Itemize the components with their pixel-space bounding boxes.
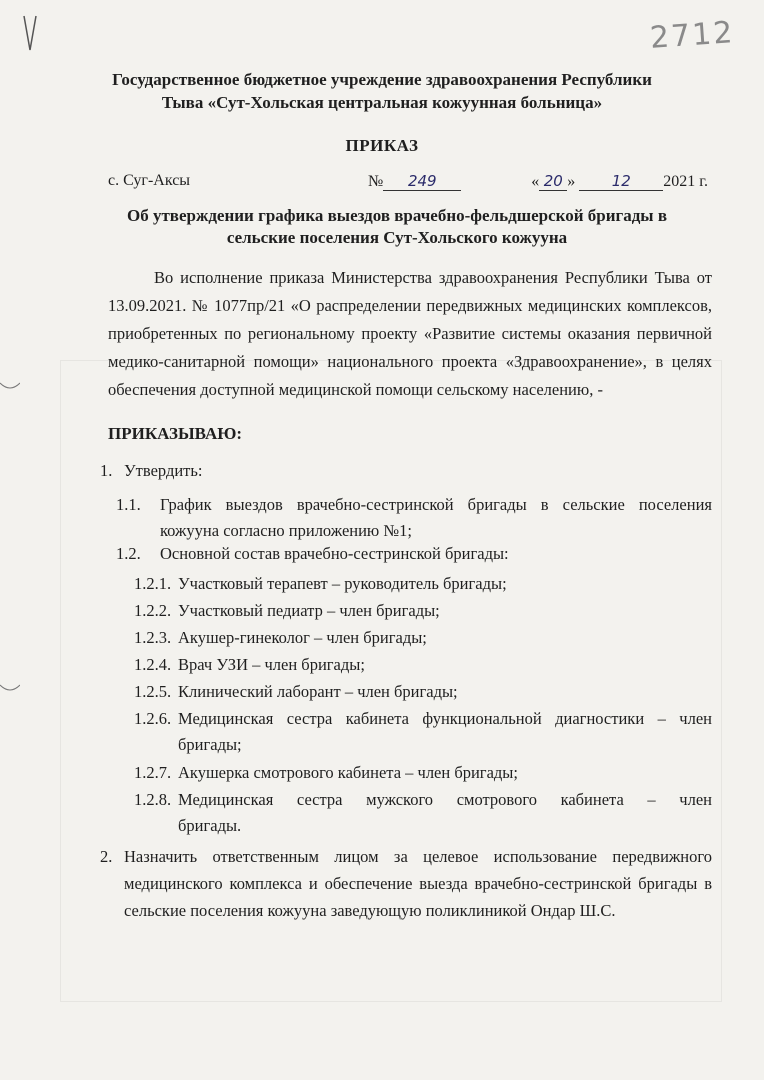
item-text: Медицинская сестра кабинета функциональной диагностики – член бригады; — [178, 709, 712, 754]
item-number: 1.2.1. — [134, 574, 172, 593]
item-number: 2. — [100, 847, 113, 866]
item-text: Участковый педиатр – член бригады; — [178, 601, 440, 620]
decree-heading: ПРИКАЗЫВАЮ: — [108, 424, 243, 443]
item-number: 1. — [100, 461, 113, 480]
place-of-issue: с. Суг-Аксы — [108, 172, 191, 189]
item-number: 1.2.8. — [134, 790, 172, 809]
item-text: График выездов врачебно-сестринской бригады в сельские поселения кожууна согласно приложению №1; — [160, 495, 712, 540]
punch-hole-mark — [0, 378, 20, 388]
date-month: 12 — [579, 172, 663, 191]
punch-hole-mark — [0, 680, 20, 690]
item-number: 1.2.4. — [134, 655, 172, 674]
order-number-value: 249 — [383, 172, 461, 191]
item-text: Врач УЗИ – член бригады; — [178, 655, 365, 674]
item-number: 1.2.5. — [134, 682, 172, 701]
item-text: Участковый терапевт – руководитель бригады; — [178, 574, 507, 593]
item-text: Клинический лаборант – член бригады; — [178, 682, 458, 701]
item-text: Акушерка смотрового кабинета – член бригады; — [178, 763, 518, 782]
list-item — [134, 787, 712, 839]
list-item — [134, 706, 712, 758]
preamble-paragraph: Во исполнение приказа Министерства здравоохранения Республики Тыва от 13.09.2021. № 1077пр/21 «О распределении передвижных медицинских комплексов, приобретенных по региональному проекту «Развитие системы оказания первичной медико-санитарной помощи» национального проекта «Здравоохранение», в целях обеспечения доступной медицинской помощи сельскому населению, - — [108, 268, 712, 399]
date-day: 20 — [539, 172, 567, 191]
number-sign: № — [368, 173, 384, 190]
order-subject — [90, 205, 704, 249]
date-quote-close: » — [567, 173, 576, 190]
item-text: Назначить ответственным лицом за целевое использование передвижного медицинского комплекса и обеспечение выезда врачебно-сестринской бригады в сельские поселения кожууна заведующую поликлиникой Ондар Ш.С. — [124, 847, 712, 920]
order-number — [368, 172, 461, 191]
item-number: 1.2. — [116, 544, 141, 563]
item-number: 1.2.3. — [134, 628, 172, 647]
item-text: Медицинская сестра мужского смотрового кабинета – член бригады. — [178, 790, 712, 835]
header-line: Тыва «Сут-Хольская центральная кожуунная больница» — [161, 93, 603, 112]
item-number: 1.1. — [116, 495, 141, 514]
item-number: 1.2.6. — [134, 709, 172, 728]
subject-line: Об утверждении графика выездов врачебно-фельдшерской бригады в — [126, 206, 668, 225]
order-meta-row — [108, 172, 708, 194]
list-item — [100, 843, 712, 953]
item-number: 1.2.2. — [134, 601, 172, 620]
document-title: ПРИКАЗ — [345, 136, 419, 155]
item-number: 1.2.7. — [134, 763, 172, 782]
handwritten-check-mark — [22, 14, 38, 54]
handwritten-registration-number: 2712 — [648, 15, 736, 56]
order-date — [531, 172, 708, 191]
header-line: Государственное бюджетное учреждение здравоохранения Республики — [112, 70, 652, 89]
organization-header — [0, 68, 764, 114]
list-item — [116, 492, 712, 548]
item-text: Акушер-гинеколог – член бригады; — [178, 628, 427, 647]
date-year: 2021 г. — [663, 173, 708, 190]
subject-line: сельские поселения Сут-Хольского кожууна — [226, 228, 568, 247]
date-quote-open: « — [531, 173, 540, 190]
item-text: Утвердить: — [124, 461, 203, 480]
item-text: Основной состав врачебно-сестринской бригады: — [160, 544, 509, 563]
